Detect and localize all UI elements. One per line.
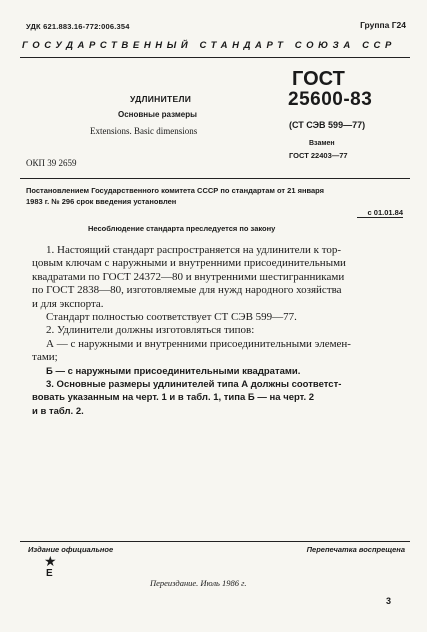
paragraph-1-line-2: цовым ключам с наружными и внутренними присоединительными: [32, 257, 346, 270]
replaced-label: Взамен: [309, 140, 335, 147]
paragraph-1-line-3: квадратами по ГОСТ 24372—80 и внутренними шестигранниками: [32, 270, 345, 283]
paragraph-2-line-1: 2. Удлинители должны изготовляться типов:: [46, 324, 255, 337]
standard-number: 25600-83: [288, 89, 373, 110]
group-code: Группа Г24: [360, 20, 406, 30]
effective-date-underline: [357, 217, 403, 218]
paragraph-1-line-1: 1. Настоящий стандарт распространяется на удлинители к тор-: [46, 244, 342, 256]
paragraph-1-line-6: Стандарт полностью соответствует СТ СЭВ 599—77.: [46, 311, 297, 324]
paragraph-2-line-2: А — с наружными и внутренними присоединительными элемен-: [46, 337, 351, 350]
paragraph-1-line-5: и для экспорта.: [32, 297, 104, 310]
noncompliance-notice: Несоблюдение стандарта преследуется по закону: [88, 224, 276, 233]
edition-mark: Е: [46, 568, 53, 579]
effective-date: с 01.01.84: [367, 208, 403, 217]
reissue-note: Переиздание. Июль 1986 г.: [150, 578, 247, 588]
top-divider: [20, 57, 410, 58]
replaced-standard: ГОСТ 22403—77: [289, 151, 348, 160]
decree-line-1: Постановлением Государственного комитета СССР по стандартам от 21 января: [26, 186, 325, 195]
bottom-divider: [20, 541, 410, 542]
page-number: 3: [385, 596, 391, 606]
middle-divider: [20, 178, 410, 179]
star-icon: ★: [44, 553, 57, 569]
okp-code: ОКП 39 2659: [26, 158, 77, 168]
organization-heading: ГОСУДАРСТВЕННЫЙ СТАНДАРТ СОЮЗА ССР: [22, 40, 396, 51]
standard-label: ГОСТ: [292, 68, 345, 90]
document-title: УДЛИНИТЕЛИ: [130, 94, 192, 104]
paragraph-3-line-3: и в табл. 2.: [32, 405, 84, 417]
document-subtitle: Основные размеры: [118, 110, 197, 119]
decree-line-2: 1983 г. № 296 срок введения установлен: [26, 197, 177, 206]
reprint-prohibited-label: Перепечатка воспрещена: [306, 545, 405, 554]
body-text: [32, 244, 404, 418]
udk-code: УДК 621.883.16-772:006.354: [26, 22, 130, 31]
paragraph-1-line-4: по ГОСТ 2838—80, изготовляемые для нужд народного хозяйства: [32, 284, 342, 297]
paragraph-2-line-3: тами;: [32, 351, 58, 364]
official-edition-label: Издание официальное: [28, 545, 114, 554]
document-title-english: Extensions. Basic dimensions: [90, 126, 198, 136]
cmea-reference: (СТ СЭВ 599—77): [289, 120, 366, 130]
paragraph-2-line-4: Б — с наружными присоединительными квадратами.: [46, 365, 301, 377]
paragraph-3-line-2: вовать указанным на черт. 1 и в табл. 1, типа Б — на черт. 2: [32, 392, 315, 404]
paragraph-3-line-1: 3. Основные размеры удлинителей типа А должны соответст-: [46, 379, 342, 391]
